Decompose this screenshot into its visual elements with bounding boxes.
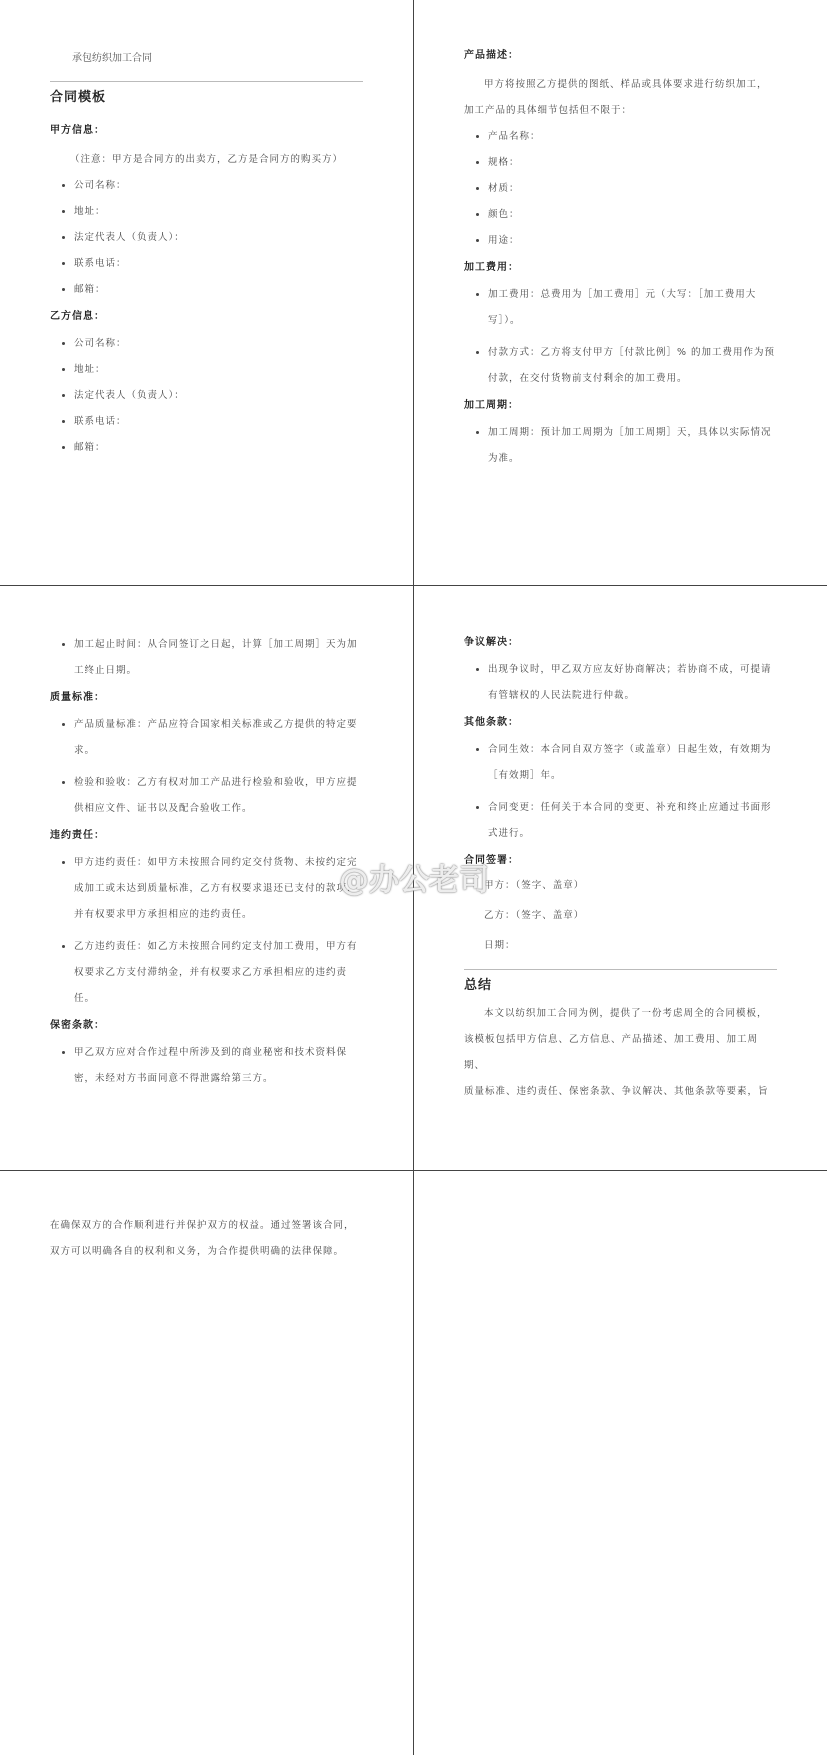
dispute-list [464, 657, 777, 709]
document-page-1 [0, 0, 413, 585]
party-note: （注意：甲方是合同方的出卖方，乙方是合同方的购买方） [70, 154, 344, 165]
list-item: • 甲乙双方应对合作过程中所涉及到的商业秘密和技术资料保密，未经对方书面同意不得泄露给第三方。 [74, 1040, 363, 1092]
list-item: • 地址： [74, 357, 363, 383]
paragraph: 双方可以明确各自的权利和义务，为合作提供明确的法律保障。 [50, 1246, 345, 1257]
paragraph: 本文以纺织加工合同为例，提供了一份考虑周全的合同模板， [484, 1008, 768, 1019]
list-item: • 加工费用：总费用为［加工费用］元（大写：［加工费用大写］）。 [488, 282, 777, 334]
list-item: • 产品名称： [488, 124, 777, 150]
paragraph: 加工产品的具体细节包括但不限于： [464, 105, 633, 116]
section-heading-quality: 质量标准： [50, 692, 105, 703]
paragraph: 该模板包括甲方信息、乙方信息、产品描述、加工费用、加工周期、 [464, 1034, 759, 1071]
list-item: • 规格： [488, 150, 777, 176]
list-item: • 邮箱： [74, 435, 363, 461]
summary-title: 总结 [464, 978, 493, 993]
list-item: • 产品质量标准：产品应符合国家相关标准或乙方提供的特定要求。 [74, 712, 363, 764]
list-item: • 加工起止时间：从合同签订之日起，计算［加工周期］天为加工终止日期。 [74, 632, 363, 684]
start-list [50, 632, 363, 684]
paragraph: 质量标准、违约责任、保密条款、争议解决、其他条款等要素，旨 [464, 1086, 769, 1097]
signature-line-party-b: 乙方：（签字、盖章） [484, 910, 585, 921]
list-item: • 法定代表人（负责人）： [74, 225, 363, 251]
list-item: • 乙方违约责任：如乙方未按照合同约定支付加工费用，甲方有权要求乙方支付滞纳金，并有权要求乙方承担相应的违约责任。 [74, 934, 363, 1012]
document-page-5 [0, 1171, 413, 1755]
watermark: @办公老司 [339, 863, 489, 898]
list-item: • 用途： [488, 228, 777, 254]
list-item: • 合同变更：任何关于本合同的变更、补充和终止应通过书面形式进行。 [488, 795, 777, 847]
section-heading-fee: 加工费用： [464, 262, 519, 273]
paragraph: 在确保双方的合作顺利进行并保护双方的权益。通过签署该合同， [50, 1220, 355, 1231]
list-item: • 合同生效：本合同自双方签字（或盖章）日起生效，有效期为［有效期］年。 [488, 737, 777, 789]
section-heading-party-b: 乙方信息： [50, 311, 105, 322]
section-heading-other: 其他条款： [464, 717, 519, 728]
section-heading-party-a: 甲方信息： [50, 125, 105, 136]
section-heading-period: 加工周期： [464, 400, 519, 411]
fee-list [464, 282, 777, 392]
confidential-list [50, 1040, 363, 1092]
quality-list [50, 712, 363, 822]
list-item: • 公司名称： [74, 173, 363, 199]
list-item: • 检验和验收：乙方有权对加工产品进行检验和验收，甲方应提供相应文件、证书以及配合验收工作。 [74, 770, 363, 822]
section-heading-breach: 违约责任： [50, 830, 105, 841]
section-heading-signing: 合同签署： [464, 855, 519, 866]
party-b-list [50, 331, 363, 461]
list-item: • 材质： [488, 176, 777, 202]
list-item: • 联系电话： [74, 409, 363, 435]
section-heading-product: 产品描述： [464, 50, 519, 61]
paragraph: 甲方将按照乙方提供的图纸、样品或具体要求进行纺织加工， [484, 79, 768, 90]
breach-list [50, 850, 363, 1012]
list-item: • 邮箱： [74, 277, 363, 303]
product-list [464, 124, 777, 254]
other-list [464, 737, 777, 847]
list-item: • 颜色： [488, 202, 777, 228]
section-heading-confidential: 保密条款： [50, 1020, 105, 1031]
signature-line-party-a: 甲方：（签字、盖章） [484, 880, 585, 891]
list-item: • 加工周期：预计加工周期为［加工周期］天，具体以实际情况为准。 [488, 420, 777, 472]
party-a-list [50, 173, 363, 303]
signature-date: 日期： [484, 940, 516, 951]
running-header: 承包纺织加工合同 [72, 53, 152, 64]
list-item: • 联系电话： [74, 251, 363, 277]
document-title: 合同模板 [50, 90, 107, 105]
list-item: • 付款方式：乙方将支付甲方［付款比例］% 的加工费用作为预付款，在交付货物前支付剩余的加工费用。 [488, 340, 777, 392]
section-heading-dispute: 争议解决： [464, 637, 519, 648]
document-page-6 [414, 1171, 827, 1755]
document-page-2 [414, 0, 827, 585]
list-item: • 法定代表人（负责人）： [74, 383, 363, 409]
period-list [464, 420, 777, 472]
list-item: • 地址： [74, 199, 363, 225]
list-item: • 甲方违约责任：如甲方未按照合同约定交付货物、未按约定完成加工或未达到质量标准，乙方有权要求退还已支付的款项，并有权要求甲方承担相应的违约责任。 [74, 850, 363, 928]
list-item: • 出现争议时，甲乙双方应友好协商解决；若协商不成，可提请有管辖权的人民法院进行仲裁。 [488, 657, 777, 709]
list-item: • 公司名称： [74, 331, 363, 357]
